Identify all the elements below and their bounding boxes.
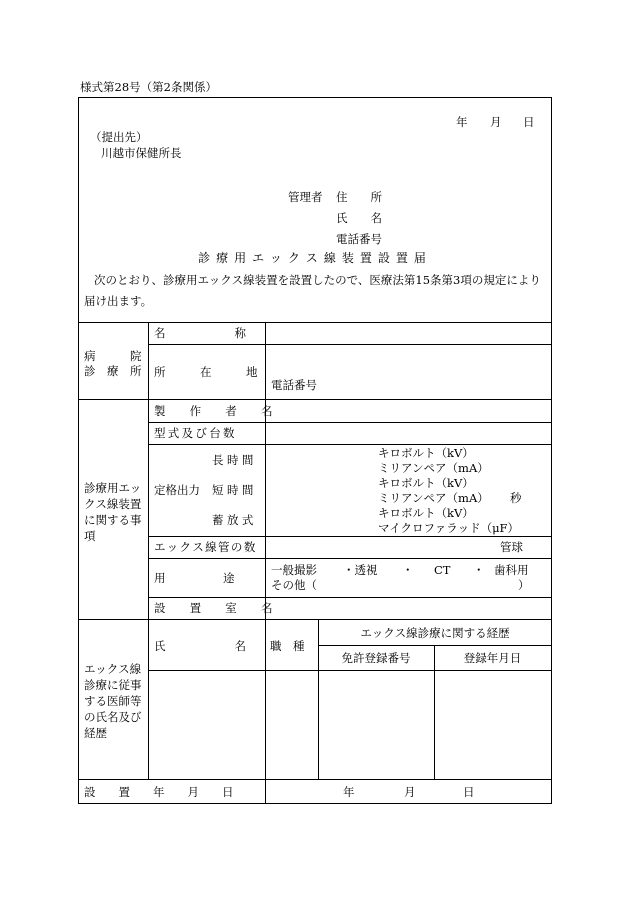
discharge-label: 蓄放式 — [212, 513, 257, 527]
rule-career-header — [318, 645, 552, 646]
device-label-line-1: 診療用エッ — [84, 481, 142, 495]
usage-option-ct: CT — [434, 563, 451, 577]
rule-manufacturer — [148, 422, 552, 423]
rule-occupation-column — [318, 619, 319, 779]
tube-count-label: エックス線管の数 — [154, 540, 257, 554]
manager-label: 管理者 — [288, 190, 323, 204]
hospital-phone-label: 電話番号 — [271, 378, 317, 392]
addressee-label: （提出先） — [90, 130, 148, 144]
unit-seconds: 秒 — [510, 491, 522, 505]
rated-output-label: 定格出力 — [154, 483, 200, 497]
applicant-name-label: 氏 名 — [336, 211, 382, 225]
rule-hospital-name — [148, 344, 552, 345]
header-date-day: 日 — [523, 115, 535, 129]
staff-label-line-2: 診療に従事 — [84, 678, 142, 692]
usage-close-paren: ） — [518, 578, 530, 592]
usage-label: 用 途 — [154, 571, 235, 585]
unit-kv-long: キロボルト（kV） — [378, 446, 474, 460]
outer-border-top — [78, 97, 552, 98]
rule-staff-bottom — [78, 779, 552, 780]
outer-border-bottom — [78, 803, 552, 804]
installation-month: 月 — [404, 785, 416, 799]
hospital-location-label: 所 在 地 — [154, 365, 258, 379]
rule-tube-count — [148, 558, 552, 559]
addressee-name: 川越市保健所長 — [101, 146, 182, 160]
unit-kv-discharge: キロボルト（kV） — [378, 506, 474, 520]
model-label: 型式及び台数 — [154, 426, 237, 440]
usage-separator-2: ・ — [473, 563, 485, 577]
license-number-label: 免許登録番号 — [341, 651, 411, 665]
rule-device-bottom — [78, 619, 552, 620]
unit-ma-short: ミリアンペア（mA） — [378, 491, 489, 505]
rule-value-column — [265, 322, 266, 803]
applicant-phone-label: 電話番号 — [336, 232, 382, 246]
rule-label-column — [148, 322, 149, 779]
staff-occupation-label: 職 種 — [270, 639, 305, 653]
long-time-label: 長時間 — [212, 453, 257, 467]
staff-label-line-3: する医師等 — [84, 694, 142, 708]
hospital-label-line-2: 診 療 所 — [84, 364, 142, 378]
installation-date-label: 設 置 年 月 日 — [84, 785, 234, 799]
rule-hospital-bottom — [78, 399, 552, 400]
header-date-year: 年 — [456, 115, 468, 129]
outer-border-left — [78, 97, 79, 803]
unit-ma-long: ミリアンペア（mA） — [378, 461, 489, 475]
form-number: 様式第28号（第2条関係） — [80, 80, 217, 94]
room-label: 設 置 室 名 — [154, 601, 279, 615]
installation-day: 日 — [463, 785, 475, 799]
outer-border-right — [551, 97, 552, 803]
registration-date-label: 登録年月日 — [463, 651, 522, 665]
applicant-address-label: 住 所 — [336, 190, 382, 204]
rule-rated-output — [148, 536, 552, 537]
device-label-line-4: 項 — [84, 529, 96, 543]
unit-kv-short: キロボルト（kV） — [378, 476, 474, 490]
usage-other: その他（ — [271, 578, 317, 592]
rule-staff-header — [148, 670, 552, 671]
device-label-line-3: に関する事 — [84, 513, 142, 527]
document-title: 診療用エックス線装置設置届 — [198, 251, 432, 265]
intro-line-1: 次のとおり、診療用エックス線装置を設置したので、医療法第15条第3項の規定により — [94, 273, 541, 287]
rule-usage — [148, 597, 552, 598]
usage-option-fluoroscopy: ・透視 — [343, 563, 378, 577]
rule-license-column — [434, 645, 435, 779]
manufacturer-label: 製 作 者 名 — [154, 404, 279, 418]
usage-separator-1: ・ — [402, 563, 414, 577]
device-label-line-2: クス線装置 — [84, 497, 142, 511]
rule-model — [148, 444, 552, 445]
rule-header-bottom — [78, 322, 552, 323]
short-time-label: 短時間 — [212, 483, 257, 497]
staff-name-label: 氏 名 — [154, 639, 246, 653]
staff-label-line-1: エックス線 — [84, 662, 142, 676]
hospital-name-label: 名 称 — [154, 326, 246, 340]
intro-line-2: 届け出ます。 — [84, 294, 153, 308]
installation-year: 年 — [343, 785, 355, 799]
usage-option-dental: 歯科用 — [494, 563, 529, 577]
usage-option-general: 一般撮影 — [271, 563, 317, 577]
tube-unit: 管球 — [500, 540, 523, 554]
unit-uf-discharge: マイクロファラッド（μF） — [378, 521, 520, 535]
header-date-month: 月 — [490, 115, 502, 129]
career-header: エックス線診療に関する経歴 — [360, 626, 510, 640]
staff-label-line-5: 経歴 — [84, 726, 107, 740]
hospital-label-line-1: 病 院 — [84, 349, 142, 363]
staff-label-line-4: の氏名及び — [84, 710, 142, 724]
